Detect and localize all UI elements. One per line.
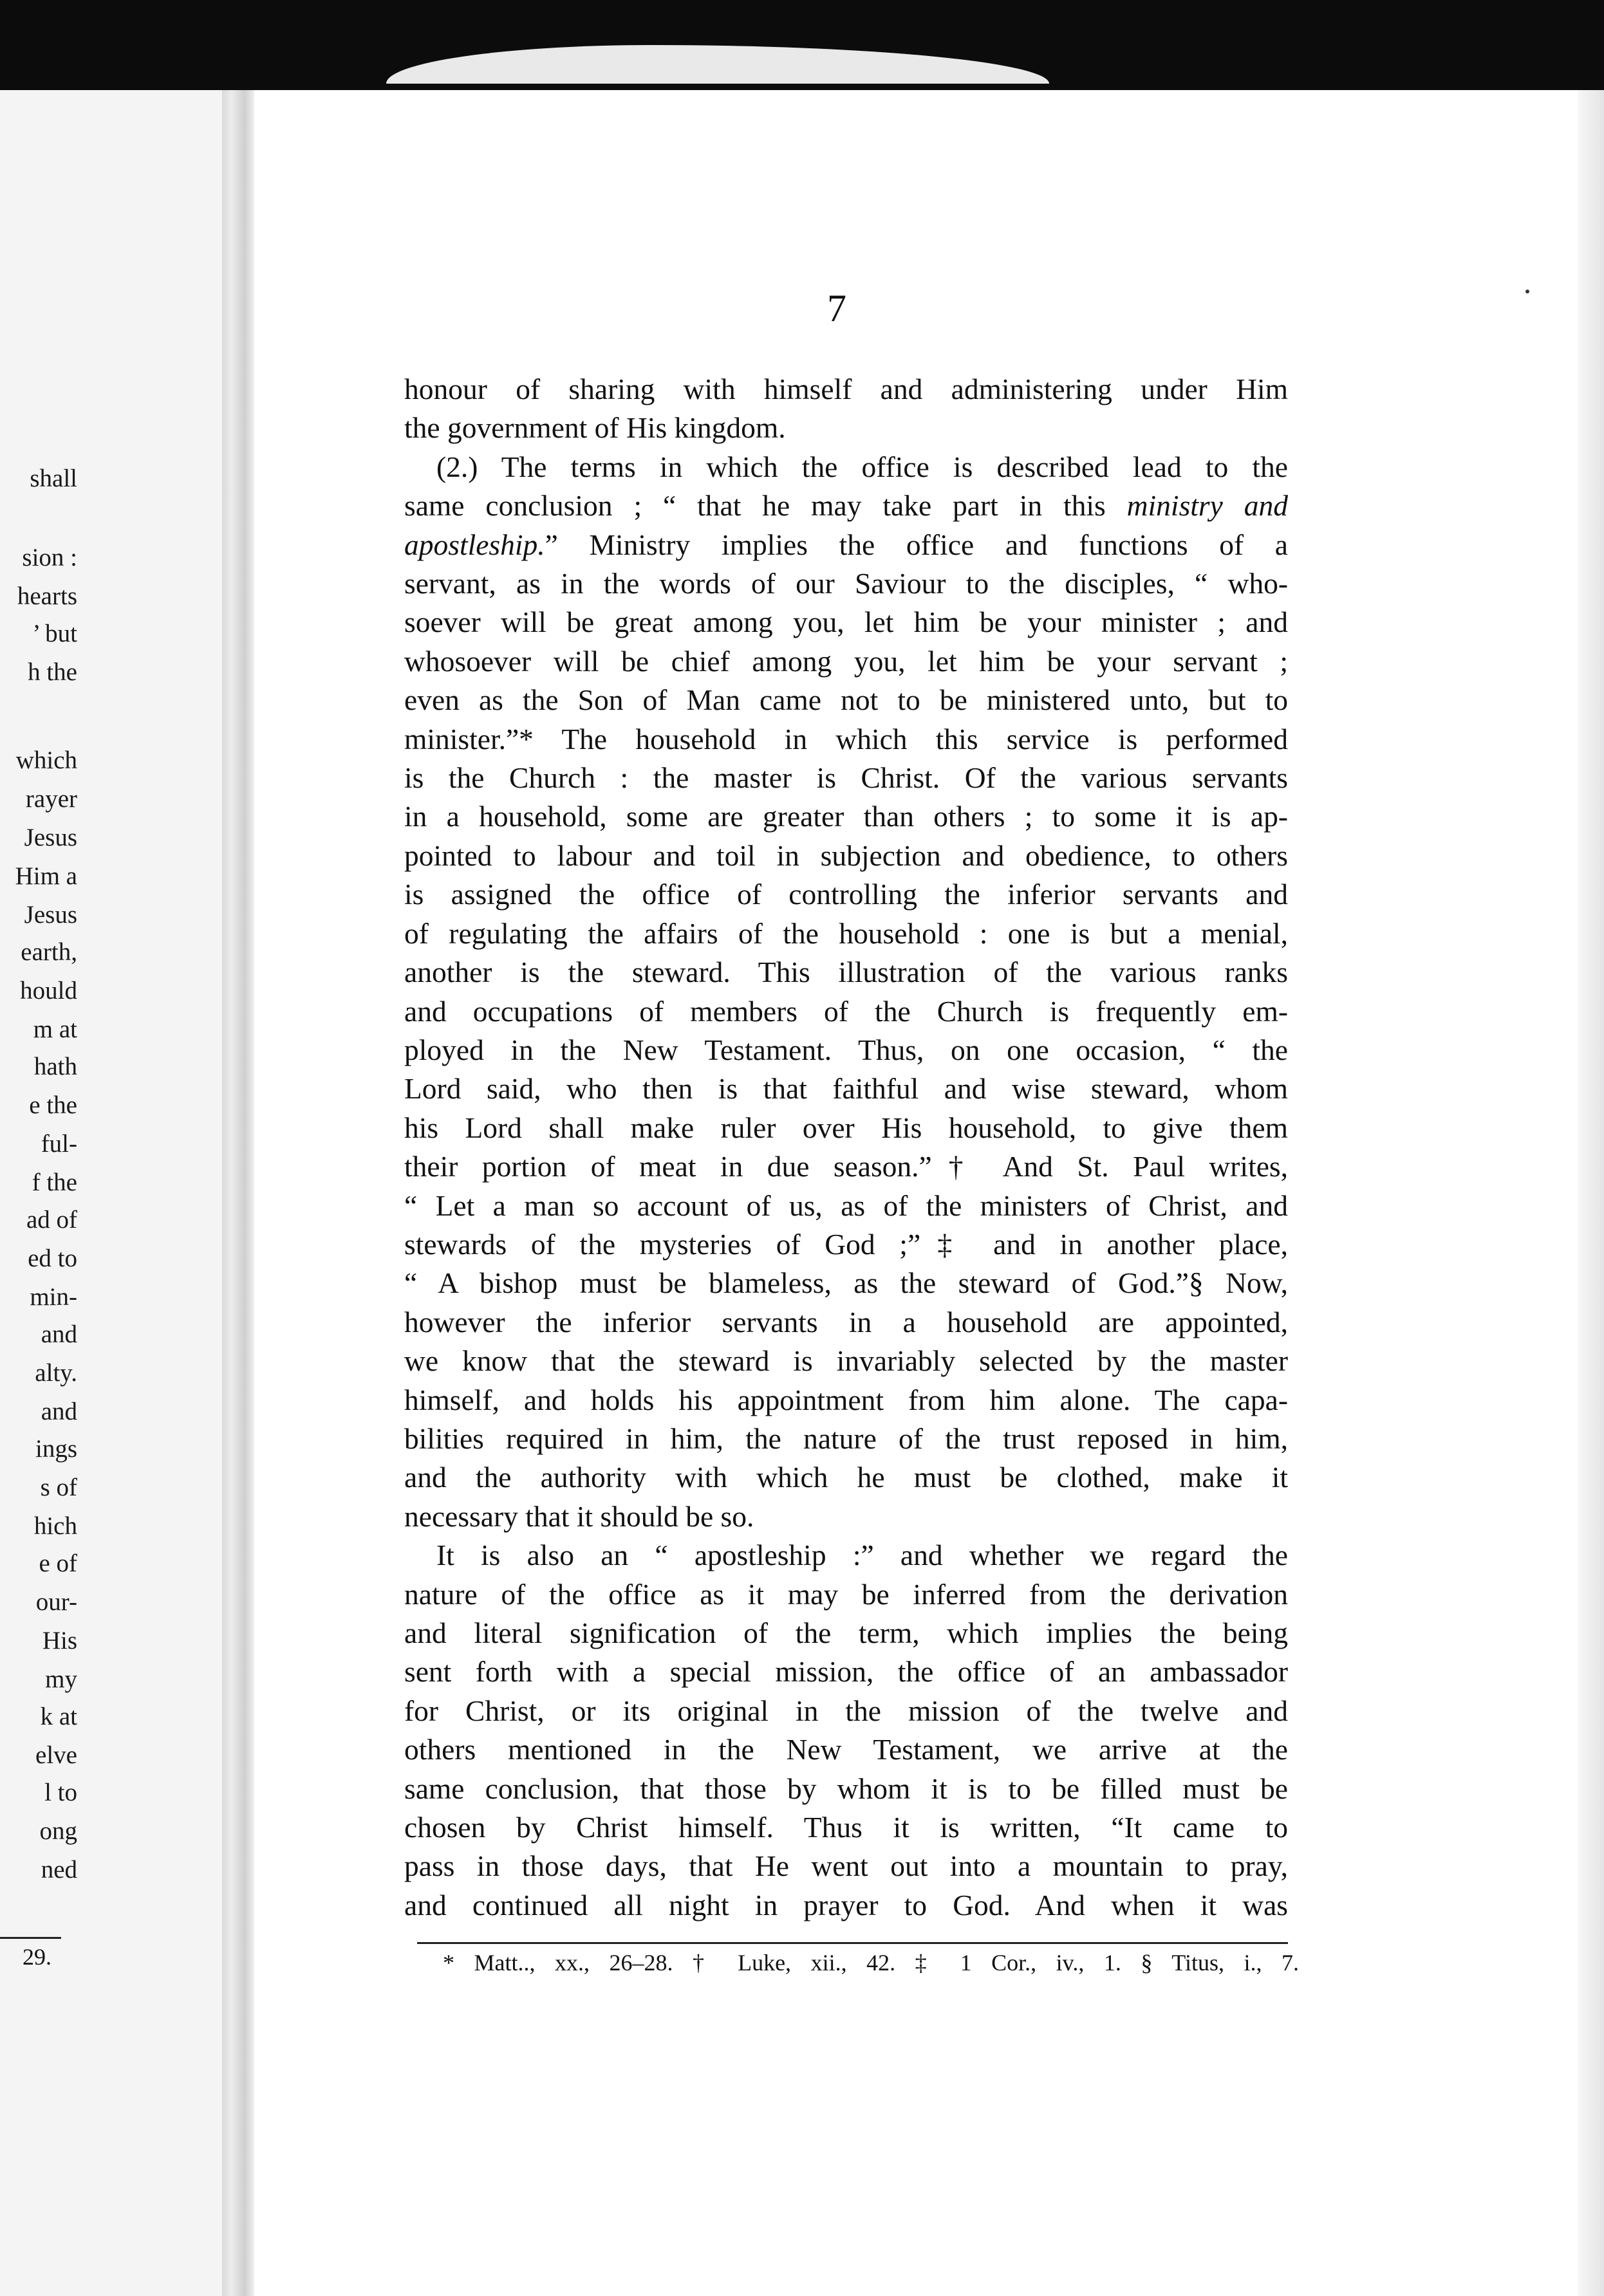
text-line bbox=[404, 1692, 1288, 1730]
text-line bbox=[404, 1886, 1288, 1925]
text-line bbox=[404, 1187, 1288, 1225]
text-line bbox=[404, 409, 1288, 447]
left-page-fragment: earth, bbox=[21, 938, 77, 966]
text-run: and occupations of members of the Church is frequently em- bbox=[404, 994, 1288, 1028]
text-line bbox=[404, 1069, 1288, 1108]
text-line bbox=[404, 914, 1288, 953]
left-page-fragment: ad of bbox=[26, 1206, 77, 1234]
left-page-fragment: His bbox=[42, 1627, 77, 1654]
text-run: we know that the steward is invariably selected by the master bbox=[404, 1344, 1288, 1378]
text-run: sent forth with a special mission, the office of an ambassador bbox=[404, 1655, 1288, 1689]
text-run: in a household, some are greater than others ; to some it is ap- bbox=[404, 800, 1288, 833]
text-run: pass in those days, that He went out into a mountain to pray, bbox=[404, 1849, 1288, 1883]
left-page-fragment: f the bbox=[32, 1169, 77, 1196]
left-page-fragment: Jesus bbox=[24, 824, 77, 851]
text-run: the government of His kingdom. bbox=[404, 411, 786, 445]
text-line bbox=[404, 875, 1288, 914]
text-run: necessary that it should be so. bbox=[404, 1499, 754, 1533]
text-line bbox=[404, 1770, 1288, 1808]
left-footnote-rule bbox=[0, 1937, 61, 1939]
left-page-fragment: k at bbox=[40, 1703, 77, 1730]
text-run: however the inferior servants in a household are appointed, bbox=[404, 1305, 1288, 1338]
left-page-fragment: ned bbox=[41, 1856, 77, 1884]
italic-text: apostleship. bbox=[404, 528, 545, 561]
left-page-fragment: min- bbox=[30, 1283, 77, 1311]
text-line bbox=[404, 1147, 1288, 1186]
text-run: ” Ministry implies the office and functions of a bbox=[545, 528, 1288, 561]
text-run: whosoever will be chief among you, let him be your servant ; bbox=[404, 644, 1288, 678]
text-run: their portion of meat in due season.”† And St. Paul writes, bbox=[404, 1150, 1288, 1183]
italic-text: ministry and bbox=[1126, 489, 1288, 523]
left-page-footnote: 29. bbox=[23, 1944, 51, 1970]
text-line bbox=[404, 1381, 1288, 1420]
left-page-fragment: ’ but bbox=[32, 620, 77, 647]
text-line bbox=[404, 720, 1288, 759]
left-page-fragment: hould bbox=[20, 977, 77, 1004]
text-run: nature of the office as it may be inferred from the derivation bbox=[404, 1577, 1288, 1611]
left-page-fragment: Jesus bbox=[24, 901, 77, 929]
text-line bbox=[404, 526, 1288, 564]
body-text bbox=[404, 370, 1288, 1925]
text-line bbox=[404, 486, 1288, 525]
speck bbox=[1525, 290, 1529, 293]
text-run: and literal signification of the term, which implies the being bbox=[404, 1616, 1288, 1649]
text-line bbox=[404, 1497, 1288, 1536]
left-page-fragment: which bbox=[15, 746, 77, 774]
text-run: his Lord shall make ruler over His household, to give them bbox=[404, 1111, 1288, 1144]
text-line bbox=[404, 1847, 1288, 1885]
text-line bbox=[404, 1458, 1288, 1497]
left-page-fragment: s of bbox=[40, 1474, 77, 1501]
text-line bbox=[404, 1303, 1288, 1342]
text-line bbox=[404, 564, 1288, 603]
text-line bbox=[404, 1342, 1288, 1380]
left-page-fragment: hath bbox=[33, 1053, 77, 1080]
text-line bbox=[404, 759, 1288, 797]
left-page-fragment: sion : bbox=[22, 544, 77, 571]
text-run: same conclusion, that those by whom it is to be filled must be bbox=[404, 1772, 1288, 1805]
text-run: (2.) The terms in which the office is described lead to the bbox=[436, 450, 1288, 483]
text-line bbox=[404, 1225, 1288, 1264]
left-page-fragment: ings bbox=[35, 1435, 77, 1463]
left-page-fragment: e of bbox=[39, 1550, 77, 1577]
text-run: It is also an “ apostleship :” and whether we regard the bbox=[436, 1539, 1288, 1572]
text-line bbox=[404, 1730, 1288, 1769]
text-run: ployed in the New Testament. Thus, on one occasion, “ the bbox=[404, 1033, 1288, 1066]
left-page-fragment: ong bbox=[39, 1817, 77, 1845]
text-run: and continued all night in prayer to God. And when it was bbox=[404, 1888, 1288, 1921]
text-run: for Christ, or its original in the mission of the twelve and bbox=[404, 1694, 1288, 1727]
text-run: of regulating the affairs of the household : one is but a menial, bbox=[404, 916, 1288, 950]
text-line bbox=[404, 1420, 1288, 1458]
text-run: soever will be great among you, let him be your minister ; and bbox=[404, 606, 1288, 639]
left-page-fragment: ed to bbox=[28, 1245, 77, 1272]
text-run: and the authority with which he must be clothed, make it bbox=[404, 1461, 1288, 1494]
footnote-rule bbox=[417, 1942, 1288, 1944]
text-line bbox=[404, 953, 1288, 992]
left-page-fragment: rayer bbox=[25, 785, 77, 813]
text-line bbox=[404, 1536, 1288, 1575]
left-page-fragment: our- bbox=[35, 1588, 77, 1616]
text-line bbox=[404, 837, 1288, 875]
left-page-fragment: and bbox=[41, 1320, 77, 1348]
text-line bbox=[404, 681, 1288, 719]
text-line bbox=[404, 992, 1288, 1031]
left-page-fragment: e the bbox=[29, 1091, 77, 1119]
text-run: is the Church : the master is Christ. Of the various servants bbox=[404, 761, 1288, 795]
text-line bbox=[404, 1653, 1288, 1691]
left-page-fragment: Him a bbox=[15, 862, 77, 890]
left-page-fragment: h the bbox=[28, 658, 77, 686]
text-line bbox=[404, 448, 1288, 486]
text-run: “ Let a man so account of us, as of the ministers of Christ, and bbox=[404, 1189, 1288, 1222]
footnote: * Matt.., xx., 26–28. † Luke, xii., 42. ‡ 1 Cor., iv., 1. § Titus, i., 7. bbox=[443, 1950, 1299, 1976]
left-page-fragment: my bbox=[45, 1665, 77, 1693]
left-page-fragment: elve bbox=[35, 1741, 77, 1769]
text-line bbox=[404, 370, 1288, 409]
text-line bbox=[404, 797, 1288, 836]
text-run: servant, as in the words of our Saviour to the disciples, “ who- bbox=[404, 567, 1288, 600]
text-line bbox=[404, 1808, 1288, 1847]
left-page-fragment: shall bbox=[30, 465, 77, 492]
page-number: 7 bbox=[827, 287, 846, 329]
left-page-fragment: hich bbox=[33, 1512, 77, 1540]
left-page-fragment: hearts bbox=[17, 582, 77, 610]
left-page-fragment: l to bbox=[44, 1779, 77, 1806]
text-line bbox=[404, 1614, 1288, 1653]
text-run: others mentioned in the New Testament, we arrive at the bbox=[404, 1733, 1288, 1766]
text-run: honour of sharing with himself and administering under Him bbox=[404, 373, 1288, 405]
left-page-fragment: m at bbox=[33, 1015, 77, 1043]
book-gutter bbox=[222, 90, 254, 2296]
text-run: bilities required in him, the nature of the trust reposed in him, bbox=[404, 1421, 1288, 1455]
text-line bbox=[404, 1109, 1288, 1147]
text-line bbox=[404, 1575, 1288, 1614]
text-run: even as the Son of Man came not to be ministered unto, but to bbox=[404, 683, 1288, 717]
text-run: Lord said, who then is that faithful and wise steward, whom bbox=[404, 1072, 1288, 1106]
left-page-fragment: and bbox=[41, 1398, 77, 1425]
text-run: chosen by Christ himself. Thus it is written, “It came to bbox=[404, 1811, 1288, 1844]
left-page-fragment: ful- bbox=[41, 1130, 77, 1158]
text-run: another is the steward. This illustration of the various ranks bbox=[404, 956, 1288, 989]
left-page bbox=[0, 90, 222, 2296]
text-line bbox=[404, 603, 1288, 642]
text-run: is assigned the office of controlling the inferior servants and bbox=[404, 878, 1288, 911]
text-run: minister.”* The household in which this service is performed bbox=[404, 722, 1288, 755]
text-run: pointed to labour and toil in subjection and obedience, to others bbox=[404, 838, 1288, 872]
text-run: stewards of the mysteries of God ;”‡ and in another place, bbox=[404, 1227, 1288, 1261]
text-line bbox=[404, 642, 1288, 681]
left-page-fragment: alty. bbox=[35, 1359, 77, 1387]
text-run: “ A bishop must be blameless, as the steward of God.”§ Now, bbox=[404, 1266, 1288, 1300]
page-edge bbox=[1578, 90, 1604, 2296]
text-run: same conclusion ; “ that he may take part in this bbox=[404, 489, 1127, 523]
text-line bbox=[404, 1264, 1288, 1302]
text-line bbox=[404, 1031, 1288, 1069]
text-run: himself, and holds his appointment from him alone. The capa- bbox=[404, 1383, 1288, 1416]
